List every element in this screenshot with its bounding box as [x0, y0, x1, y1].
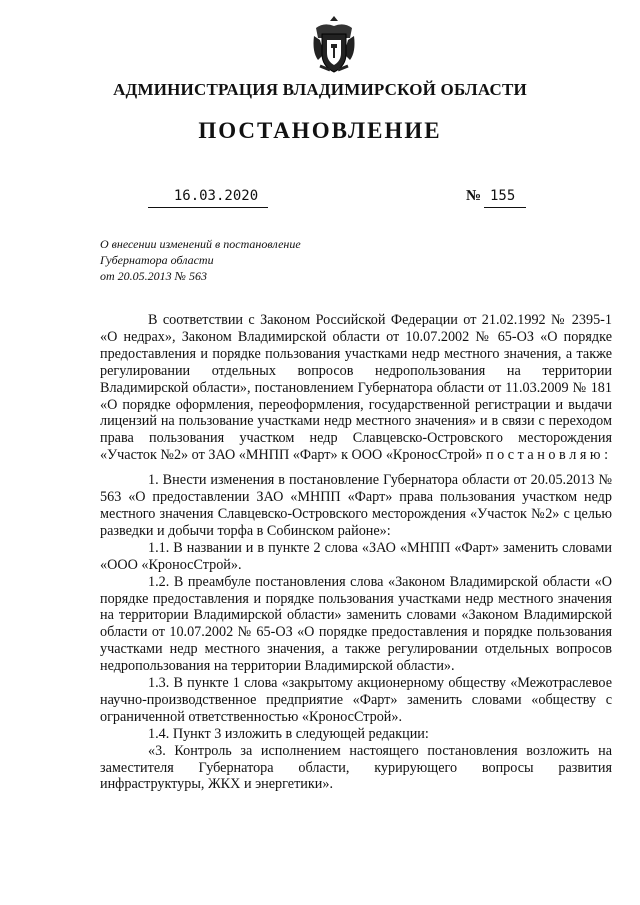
document-type-title: ПОСТАНОВЛЕНИЕ	[198, 118, 442, 143]
clause-1-1: 1.1. В названии и в пункте 2 слова «ЗАО «МНПП «Фарт» заменить словами «ООО «КроносСтрой».	[100, 539, 612, 573]
number-underline	[484, 207, 526, 208]
document-body	[100, 312, 612, 793]
subject-line: Губернатора области	[100, 253, 214, 267]
coat-of-arms-icon	[312, 14, 356, 76]
clause-1-3: 1.3. В пункте 1 слова «закрытому акционерному обществу «Межотраслевое научно-производственное предприятие «Фарт» заменить словами «обществу с ограниченной ответственностью «КроносСтрой».	[100, 675, 612, 725]
clause-1-4-text: «3. Контроль за исполнением настоящего постановления возложить на заместителя Губернатора области, курирующего вопросы развития инфраструктуры, ЖКХ и энергетики».	[100, 742, 612, 793]
clause-1-4: 1.4. Пункт 3 изложить в следующей редакции:	[148, 725, 429, 742]
preamble-paragraph: В соответствии с Законом Российской Федерации от 21.02.1992 № 2395-1 «О недрах», Законом Владимирской области от 10.07.2002 № 65-ОЗ «О порядке предоставления и порядке пользования участками недр местного значения, а также регулировании отдельных вопросов недропользования на территории Владимирской области», постановлением Губернатора области от 11.03.2009 № 181 «О порядке оформления, переоформления, государственной регистрации и выдачи лицензий на пользование участками недр местного значения» и в связи с переходом права пользования участком недр Славцевско-Островского месторождения «Участок №2» от ЗАО «МНПП «Фарт» к ООО «КроносСтрой» п о с т а н о в л я ю :	[100, 312, 612, 464]
organization-name: АДМИНИСТРАЦИЯ ВЛАДИМИРСКОЙ ОБЛАСТИ	[113, 80, 527, 99]
date-underline	[148, 207, 268, 208]
document-date: 16.03.2020	[173, 188, 259, 204]
subject-line: О внесении изменений в постановление	[100, 237, 301, 251]
clause-1-2: 1.2. В преамбуле постановления слова «Законом Владимирской области «О порядке предоставления и порядке пользования участками недр местного значения на территории Владимирской области» заменить словами «Законом Владимирской области от 10.07.2002 № 65-ОЗ «О порядке предоставления и порядке пользования участками недр местного значения, а также регулировании отдельных вопросов недропользования на территории Владимирской области».	[100, 573, 612, 675]
number-label: №	[466, 188, 482, 204]
clause-1: 1. Внести изменения в постановление Губернатора области от 20.05.2013 № 563 «О предоставлении ЗАО «МНПП «Фарт» права пользования участком недр местного значения Славцевско-Островского месторождения «Участок №2» с целью разведки и добычи торфа в Собинском районе»:	[100, 472, 612, 539]
document-number: 155	[490, 188, 516, 204]
document-subject	[100, 236, 340, 284]
subject-line: от 20.05.2013 № 563	[100, 269, 207, 283]
